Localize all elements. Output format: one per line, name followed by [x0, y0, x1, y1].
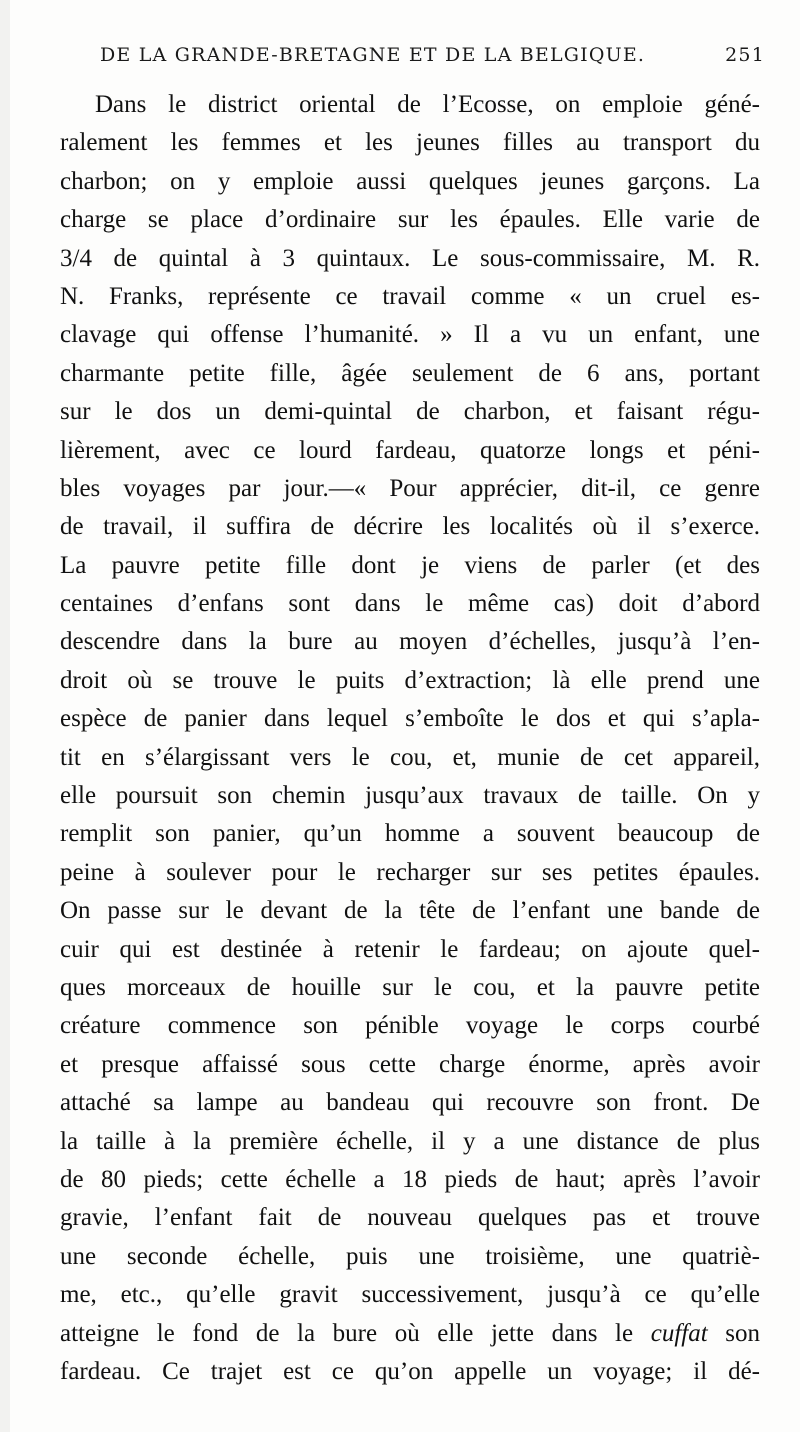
text-line: fardeau. Ce trajet est ce qu’on appelle un voyage; il dé-: [60, 1357, 760, 1385]
line-segment: son: [707, 1319, 760, 1347]
text-line: clavage qui offense l’humanité. » Il a vu un enfant, une: [60, 321, 760, 349]
page-header: [100, 44, 765, 74]
text-line: de travail, il suffira de décrire les localités où il s’exerce.: [60, 513, 760, 541]
text-line: Dans le district oriental de l’Ecosse, on emploie géné-: [95, 91, 760, 118]
text-line: tit en s’élargissant vers le cou, et, munie de cet appareil,: [60, 743, 760, 771]
text-line: N. Franks, représente ce travail comme « un cruel es-: [60, 282, 760, 310]
text-line: 3/4 de quintal à 3 quintaux. Le sous-commissaire, M. R.: [60, 244, 760, 272]
running-title: DE LA GRANDE-BRETAGNE ET DE LA BELGIQUE.: [100, 44, 646, 66]
text-line: remplit son panier, qu’un homme a souvent beaucoup de: [60, 820, 760, 848]
text-line-with-italic: [60, 1315, 760, 1353]
text-line: droit où se trouve le puits d’extraction; là elle prend une: [60, 666, 760, 694]
line-segment: atteigne le fond de la bure où elle jette dans le: [60, 1319, 651, 1347]
text-line: une seconde échelle, puis une troisième, une quatriè-: [60, 1242, 760, 1270]
text-line: On passe sur le devant de la tête de l’enfant une bande de: [60, 897, 760, 925]
text-line: bles voyages par jour.—« Pour apprécier, dit-il, ce genre: [60, 474, 760, 502]
italic-word: cuffat: [650, 1319, 708, 1347]
text-line: centaines d’enfans sont dans le même cas) doit d’abord: [60, 590, 760, 618]
text-line: cuir qui est destinée à retenir le fardeau; on ajoute quel-: [60, 935, 760, 963]
text-line: espèce de panier dans lequel s’emboîte le dos et qui s’apla-: [60, 705, 760, 733]
text-line: charbon; on y emploie aussi quelques jeunes garçons. La: [60, 167, 760, 195]
text-line: descendre dans la bure au moyen d’échelles, jusqu’à l’en-: [60, 628, 760, 656]
text-line: gravie, l’enfant fait de nouveau quelques pas et trouve: [60, 1204, 760, 1232]
text-line: peine à soulever pour le recharger sur ses petites épaules.: [60, 858, 760, 886]
text-line: charge se place d’ordinaire sur les épaules. Elle varie de: [60, 206, 760, 234]
page-number: 251: [725, 44, 765, 66]
text-line: et presque affaissé sous cette charge énorme, après avoir: [60, 1050, 760, 1078]
text-line: elle poursuit son chemin jusqu’aux travaux de taille. On y: [60, 782, 760, 810]
text-line: lièrement, avec ce lourd fardeau, quatorze longs et péni-: [60, 436, 760, 464]
text-line: sur le dos un demi-quintal de charbon, et faisant régu-: [60, 398, 760, 426]
text-line: créature commence son pénible voyage le corps courbé: [60, 1012, 760, 1040]
text-line: La pauvre petite fille dont je viens de parler (et des: [60, 551, 760, 579]
body-text: [60, 86, 760, 1391]
text-line: me, etc., qu’elle gravit successivement, jusqu’à ce qu’elle: [60, 1281, 760, 1309]
text-line: de 80 pieds; cette échelle a 18 pieds de haut; après l’avoir: [60, 1165, 760, 1193]
text-line: attaché sa lampe au bandeau qui recouvre son front. De: [60, 1089, 760, 1117]
text-line: la taille à la première échelle, il y a une distance de plus: [60, 1127, 760, 1155]
text-line: ralement les femmes et les jeunes filles au transport du: [60, 129, 760, 157]
text-line: ques morceaux de houille sur le cou, et la pauvre petite: [60, 973, 760, 1001]
text-line: charmante petite fille, âgée seulement de 6 ans, portant: [60, 359, 760, 387]
